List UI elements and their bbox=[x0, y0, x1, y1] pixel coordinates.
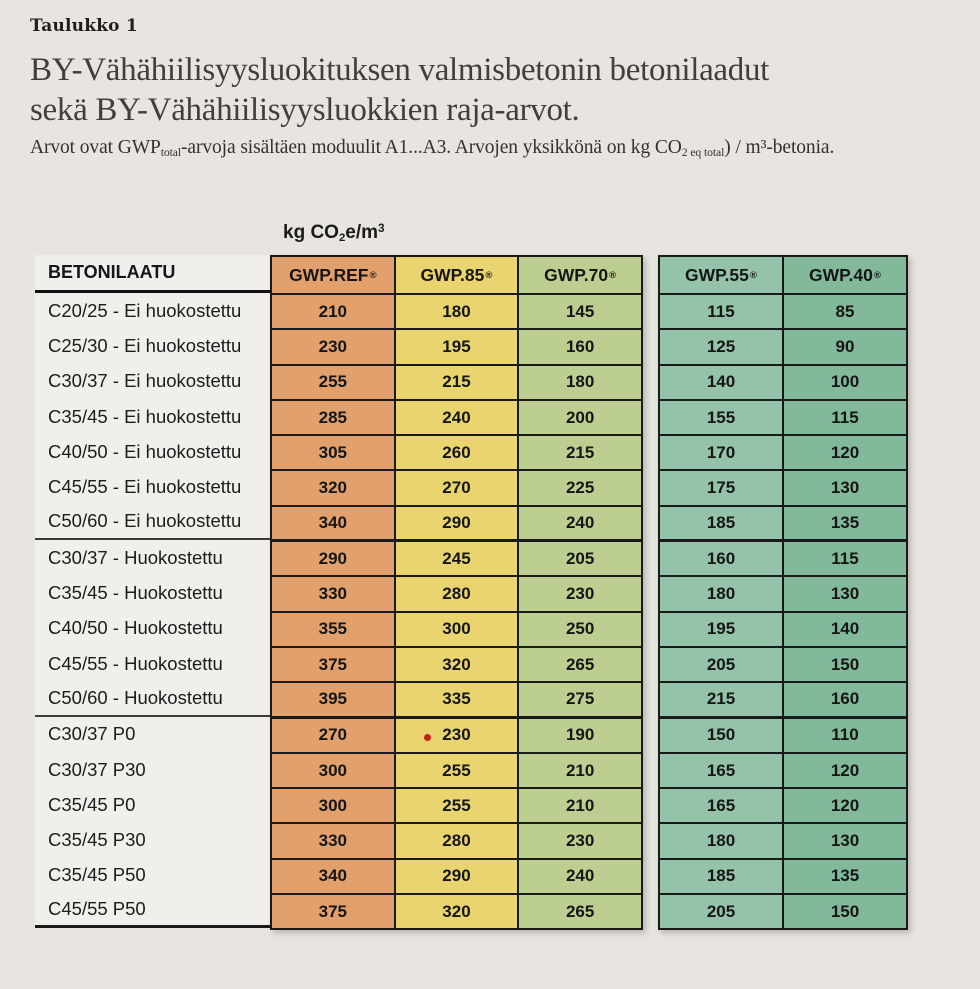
value-cell: 375 bbox=[272, 648, 396, 683]
unit-text: kg CO bbox=[283, 222, 339, 243]
value-cell: 180 bbox=[660, 577, 784, 612]
value-cell: 240 bbox=[396, 401, 520, 436]
gwp-main-block bbox=[270, 255, 643, 930]
value-cell: 130 bbox=[784, 577, 908, 612]
row-label: C50/60 - Huokostettu bbox=[35, 681, 270, 716]
value-cell: 280 bbox=[396, 824, 520, 859]
value-cell: 140 bbox=[660, 366, 784, 401]
row-label: C40/50 - Ei huokostettu bbox=[35, 434, 270, 469]
value-cell: 230 bbox=[519, 824, 643, 859]
value-cell: 395 bbox=[272, 683, 396, 718]
red-dot-marker bbox=[424, 734, 431, 741]
table-kicker: Taulukko 1 bbox=[30, 16, 138, 36]
value-cell: 285 bbox=[272, 401, 396, 436]
value-cell: 375 bbox=[272, 895, 396, 930]
value-cell: 225 bbox=[519, 471, 643, 506]
gwp-class-block bbox=[658, 255, 908, 930]
betonilaatu-column bbox=[35, 255, 270, 928]
page-title bbox=[30, 50, 960, 130]
value-cell: 245 bbox=[396, 542, 520, 577]
value-cell: 320 bbox=[272, 471, 396, 506]
value-cell: 320 bbox=[396, 648, 520, 683]
column-header-gwp-40: GWP.40 ® bbox=[784, 257, 908, 295]
value-cell: 180 bbox=[519, 366, 643, 401]
value-cell: 265 bbox=[519, 648, 643, 683]
registered-mark: ® bbox=[609, 269, 617, 281]
row-label: C45/55 - Huokostettu bbox=[35, 646, 270, 681]
value-cell: 340 bbox=[272, 507, 396, 542]
value-cell: 215 bbox=[660, 683, 784, 718]
registered-mark: ® bbox=[369, 269, 377, 281]
value-cell: 90 bbox=[784, 330, 908, 365]
value-cell: 230 bbox=[519, 577, 643, 612]
value-cell: 210 bbox=[519, 754, 643, 789]
value-cell: 280 bbox=[396, 577, 520, 612]
unit-label bbox=[283, 222, 385, 244]
value-cell: 290 bbox=[272, 542, 396, 577]
value-cell: 160 bbox=[784, 683, 908, 718]
row-label: C30/37 - Huokostettu bbox=[35, 540, 270, 575]
subtitle-text: Arvot ovat GWP bbox=[30, 137, 161, 158]
registered-mark: ® bbox=[485, 269, 493, 281]
value-cell: 185 bbox=[660, 860, 784, 895]
value-cell: 230 bbox=[396, 719, 520, 754]
value-cell: 120 bbox=[784, 789, 908, 824]
value-cell: 120 bbox=[784, 754, 908, 789]
registered-mark: ® bbox=[873, 269, 881, 281]
value-cell: 255 bbox=[272, 366, 396, 401]
value-cell: 130 bbox=[784, 471, 908, 506]
value-cell: 205 bbox=[660, 648, 784, 683]
value-cell: 205 bbox=[519, 542, 643, 577]
value-cell: 175 bbox=[660, 471, 784, 506]
subtitle-subscript: 2 eq total bbox=[681, 145, 725, 159]
value-cell: 265 bbox=[519, 895, 643, 930]
value-cell: 355 bbox=[272, 613, 396, 648]
value-cell: 215 bbox=[519, 436, 643, 471]
row-label: C35/45 P30 bbox=[35, 822, 270, 857]
value-cell: 300 bbox=[396, 613, 520, 648]
value-cell: 230 bbox=[272, 330, 396, 365]
title-line-1: BY-Vähähiilisyysluokituksen valmisbetonin betonilaadut bbox=[30, 52, 770, 88]
value-cell: 85 bbox=[784, 295, 908, 330]
value-cell: 260 bbox=[396, 436, 520, 471]
row-label: C35/45 P50 bbox=[35, 858, 270, 893]
subtitle-text: ) / m³-betonia. bbox=[724, 137, 835, 158]
value-cell: 185 bbox=[660, 507, 784, 542]
value-cell: 155 bbox=[660, 401, 784, 436]
unit-text: e/m bbox=[345, 222, 379, 243]
value-cell: 250 bbox=[519, 613, 643, 648]
value-cell: 160 bbox=[660, 542, 784, 577]
value-cell: 150 bbox=[784, 648, 908, 683]
page-subtitle bbox=[30, 137, 960, 159]
value-cell: 290 bbox=[396, 507, 520, 542]
value-cell: 190 bbox=[519, 719, 643, 754]
column-header-gwp-ref: GWP.REF ® bbox=[272, 257, 396, 295]
value-cell: 290 bbox=[396, 860, 520, 895]
value-cell: 300 bbox=[272, 789, 396, 824]
value-cell: 180 bbox=[396, 295, 520, 330]
value-cell: 135 bbox=[784, 860, 908, 895]
value-cell: 145 bbox=[519, 295, 643, 330]
subtitle-subscript: total bbox=[160, 145, 182, 159]
value-cell: 170 bbox=[660, 436, 784, 471]
row-label: C40/50 - Huokostettu bbox=[35, 611, 270, 646]
value-cell: 240 bbox=[519, 860, 643, 895]
value-cell: 125 bbox=[660, 330, 784, 365]
value-cell: 210 bbox=[272, 295, 396, 330]
value-cell: 215 bbox=[396, 366, 520, 401]
row-header-betonilaatu: BETONILAATU bbox=[35, 255, 270, 293]
value-cell: 150 bbox=[660, 719, 784, 754]
registered-mark: ® bbox=[749, 269, 757, 281]
unit-subscript: 2 bbox=[338, 231, 346, 244]
value-cell: 150 bbox=[784, 895, 908, 930]
value-cell: 305 bbox=[272, 436, 396, 471]
column-header-gwp-55: GWP.55 ® bbox=[660, 257, 784, 295]
page-header bbox=[30, 16, 960, 159]
row-label: C25/30 - Ei huokostettu bbox=[35, 328, 270, 363]
value-cell: 210 bbox=[519, 789, 643, 824]
unit-superscript: 3 bbox=[378, 222, 385, 236]
value-cell: 320 bbox=[396, 895, 520, 930]
column-header-gwp-85: GWP.85 ® bbox=[396, 257, 520, 295]
row-label: C45/55 - Ei huokostettu bbox=[35, 469, 270, 504]
value-cell: 340 bbox=[272, 860, 396, 895]
value-cell: 100 bbox=[784, 366, 908, 401]
value-cell: 270 bbox=[272, 719, 396, 754]
value-cell: 165 bbox=[660, 789, 784, 824]
row-label: C45/55 P50 bbox=[35, 893, 270, 928]
row-label: C35/45 - Ei huokostettu bbox=[35, 399, 270, 434]
value-cell: 255 bbox=[396, 754, 520, 789]
value-cell: 335 bbox=[396, 683, 520, 718]
value-cell: 115 bbox=[784, 401, 908, 436]
value-cell: 195 bbox=[396, 330, 520, 365]
value-cell: 130 bbox=[784, 824, 908, 859]
value-cell: 135 bbox=[784, 507, 908, 542]
row-label: C30/37 - Ei huokostettu bbox=[35, 364, 270, 399]
value-cell: 180 bbox=[660, 824, 784, 859]
value-cell: 140 bbox=[784, 613, 908, 648]
value-cell: 330 bbox=[272, 577, 396, 612]
value-cell: 120 bbox=[784, 436, 908, 471]
value-cell: 255 bbox=[396, 789, 520, 824]
value-cell: 270 bbox=[396, 471, 520, 506]
value-cell: 110 bbox=[784, 719, 908, 754]
title-line-2: sekä BY-Vähähiilisyysluokkien raja-arvot. bbox=[30, 92, 580, 128]
value-cell: 115 bbox=[660, 295, 784, 330]
row-label: C50/60 - Ei huokostettu bbox=[35, 505, 270, 540]
row-label: C20/25 - Ei huokostettu bbox=[35, 293, 270, 328]
value-cell: 300 bbox=[272, 754, 396, 789]
value-cell: 200 bbox=[519, 401, 643, 436]
row-label: C30/37 P30 bbox=[35, 752, 270, 787]
value-cell: 165 bbox=[660, 754, 784, 789]
value-cell: 240 bbox=[519, 507, 643, 542]
column-header-gwp-70: GWP.70 ® bbox=[519, 257, 643, 295]
value-cell: 330 bbox=[272, 824, 396, 859]
subtitle-text: -arvoja sisältäen moduulit A1...A3. Arvojen yksikkönä on kg CO bbox=[181, 137, 682, 158]
row-label: C35/45 - Huokostettu bbox=[35, 575, 270, 610]
value-cell: 205 bbox=[660, 895, 784, 930]
value-cell: 115 bbox=[784, 542, 908, 577]
value-cell: 195 bbox=[660, 613, 784, 648]
row-label: C35/45 P0 bbox=[35, 787, 270, 822]
row-label: C30/37 P0 bbox=[35, 717, 270, 752]
value-cell: 275 bbox=[519, 683, 643, 718]
value-cell: 160 bbox=[519, 330, 643, 365]
